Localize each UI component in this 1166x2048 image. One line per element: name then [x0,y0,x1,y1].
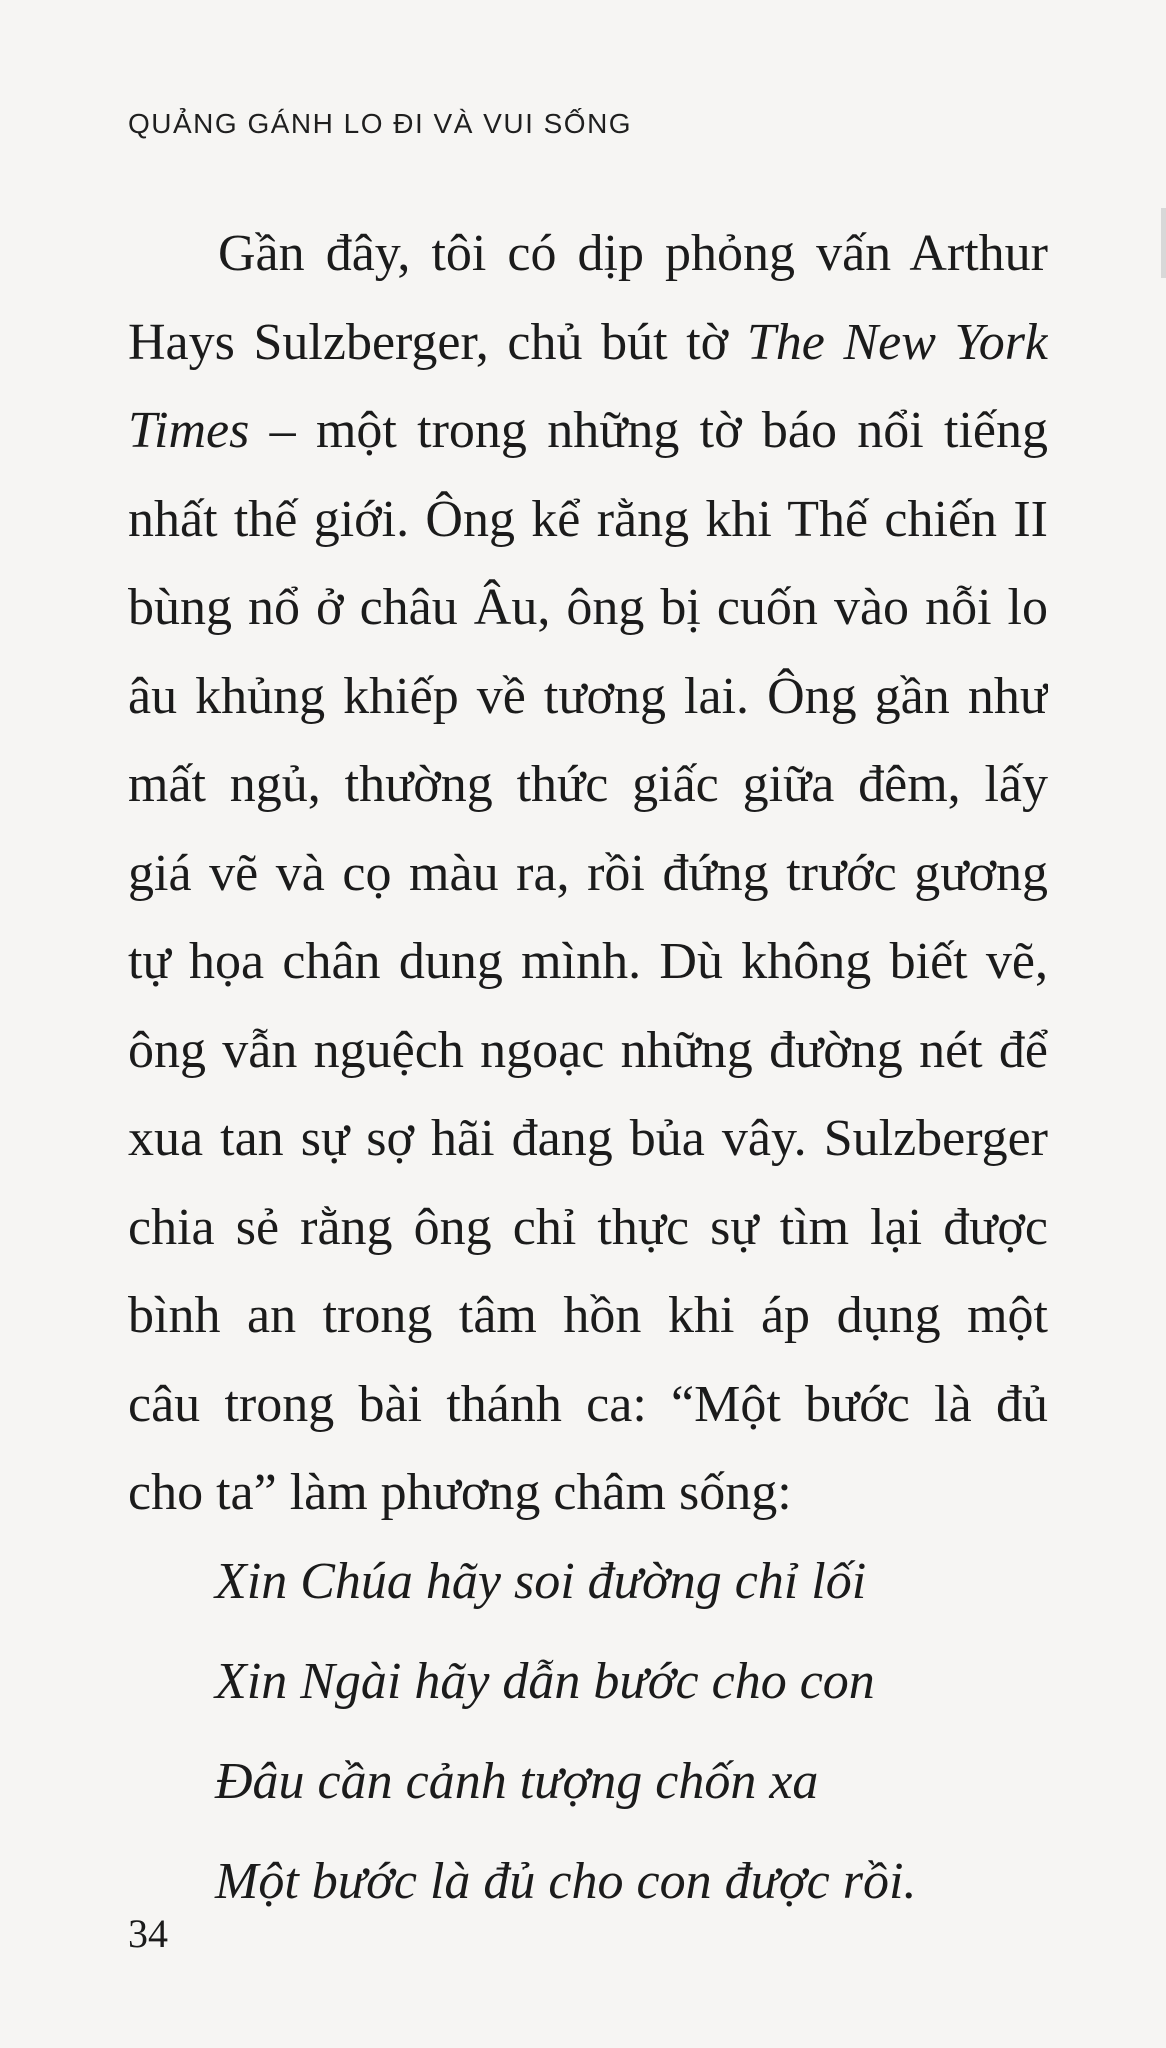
verse-line: Đâu cần cảnh tượng chốn xa [215,1753,819,1810]
paragraph-line: âu khủng khiếp về tương lai. Ông gần như [128,667,1048,725]
paragraph-line: cho ta” làm phương châm sống: [128,1464,792,1521]
paragraph-line: ông vẫn nguệch ngoạc những đường nét để [128,1021,1048,1079]
paragraph-line: giá vẽ và cọ màu ra, rồi đứng trước gương [128,844,1048,902]
paragraph-text: – một trong những tờ báo nổi tiếng [249,402,1048,459]
page-edge-mark [1161,208,1166,278]
newspaper-title-end: Times [128,402,250,459]
verse-line: Xin Ngài hãy dẫn bước cho con [215,1653,875,1710]
running-header: QUẢNG GÁNH LO ĐI VÀ VUI SỐNG [128,108,633,139]
body-paragraph [128,210,1048,1538]
verse-line: Xin Chúa hãy soi đường chỉ lối [215,1553,867,1610]
paragraph-line [128,299,1048,388]
paragraph-line: Gần đây, tôi có dịp phỏng vấn Arthur [218,225,1048,282]
paragraph-line: câu trong bài thánh ca: “Một bước là đủ [128,1375,1048,1433]
paragraph-text: Hays Sulzberger, chủ bút tờ [128,313,729,371]
paragraph-line: bùng nổ ở châu Âu, ông bị cuốn vào nỗi lo [128,579,1048,636]
paragraph-line: nhất thế giới. Ông kể rằng khi Thế chiến II [128,490,1048,548]
paragraph-line: xua tan sự sợ hãi đang bủa vây. Sulzberger [128,1110,1048,1167]
hymn-verse [215,1532,916,1932]
newspaper-title: The New York [746,313,1048,371]
page-number: 34 [128,1911,168,1956]
paragraph-line: mất ngủ, thường thức giấc giữa đêm, lấy [128,756,1048,813]
paragraph-line: tự họa chân dung mình. Dù không biết vẽ, [128,933,1048,990]
paragraph-line: bình an trong tâm hồn khi áp dụng một [128,1287,1048,1344]
paragraph-line: chia sẻ rằng ông chỉ thực sự tìm lại được [128,1198,1048,1256]
paragraph-line [128,387,1048,476]
verse-line: Một bước là đủ cho con được rồi. [215,1853,917,1910]
